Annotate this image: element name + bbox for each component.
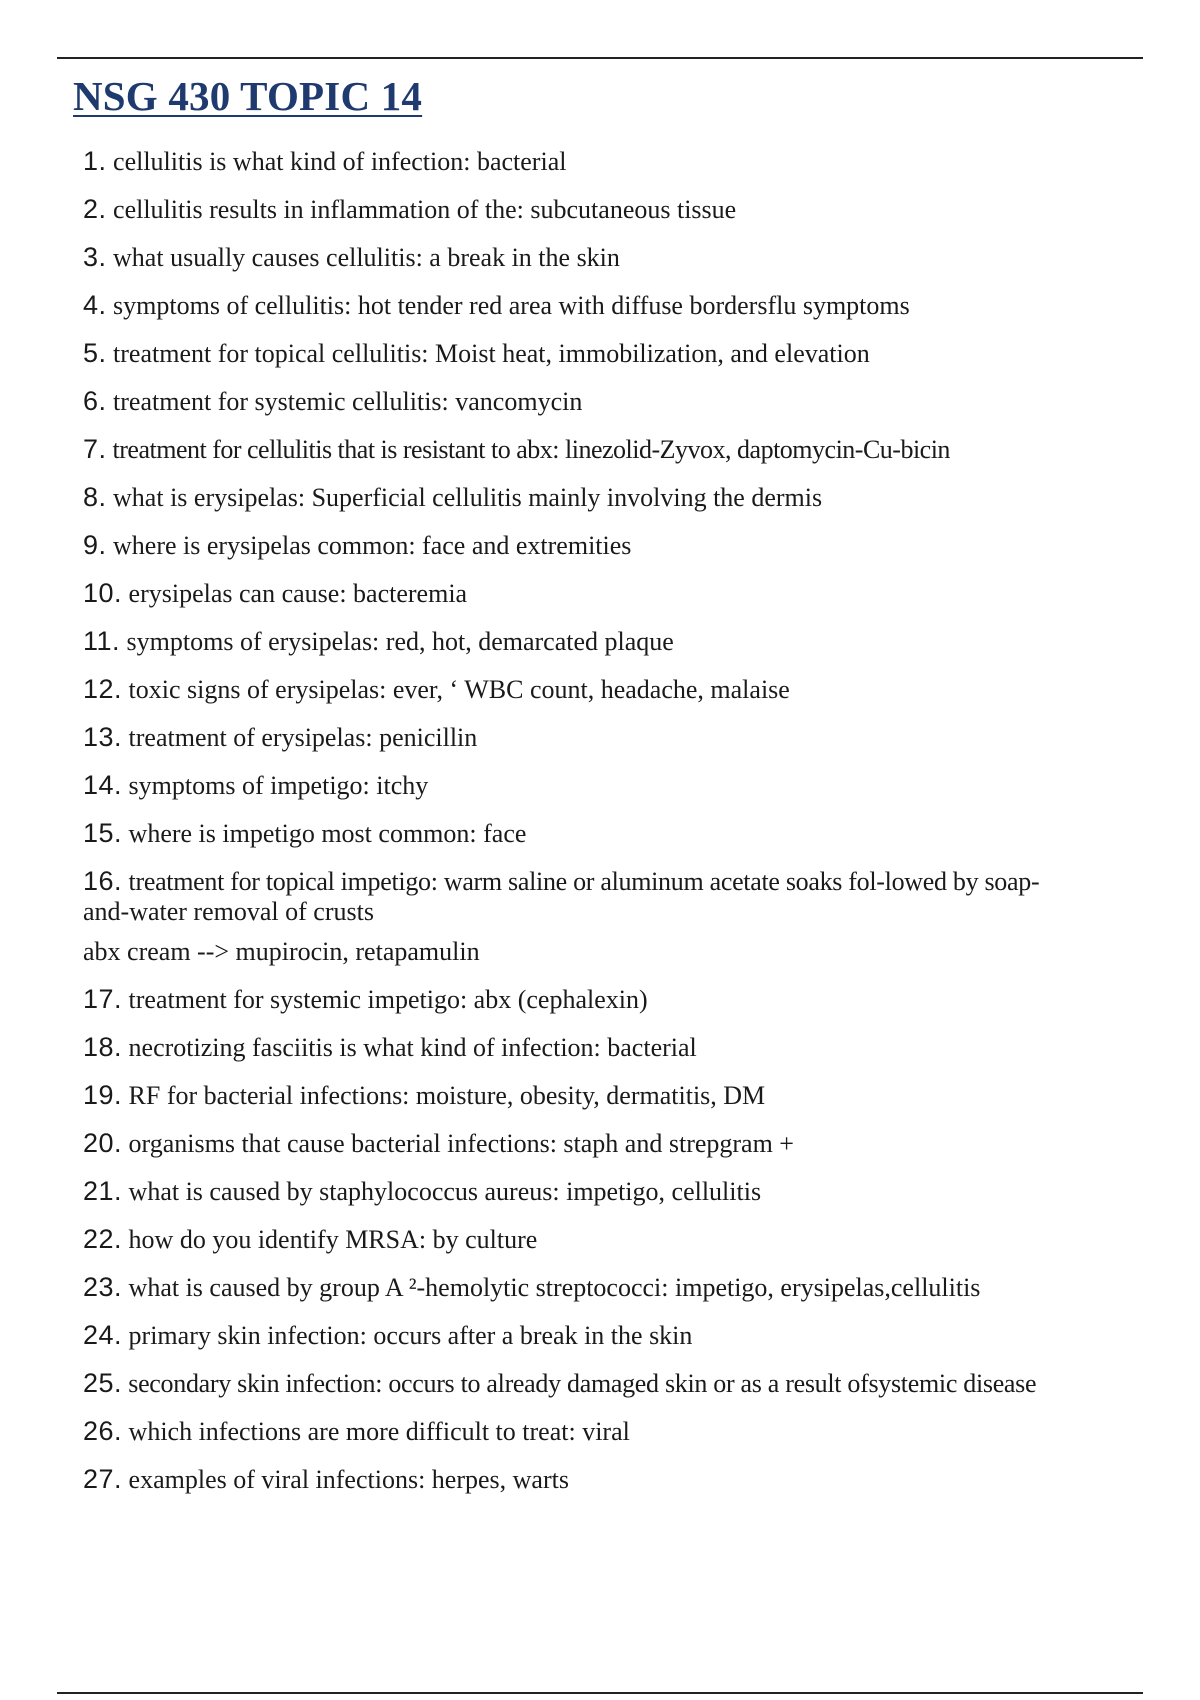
item-number: 1.	[83, 146, 107, 176]
item-number: 17.	[83, 984, 123, 1014]
item-text: secondary skin infection: occurs to already damaged skin or as a result ofsystemic disease	[128, 1369, 1037, 1398]
item-number: 23.	[83, 1272, 123, 1302]
item-text: cellulitis is what kind of infection: bacterial	[113, 147, 567, 176]
list-item	[83, 1368, 1153, 1399]
list-item-note	[83, 937, 1153, 967]
item-number: 7.	[83, 434, 107, 464]
item-number: 27.	[83, 1464, 123, 1494]
question-list	[83, 146, 1153, 1512]
list-item	[83, 1416, 1153, 1447]
list-item	[83, 146, 1153, 177]
item-number: 8.	[83, 482, 107, 512]
item-text: examples of viral infections: herpes, warts	[128, 1465, 569, 1494]
list-item	[83, 818, 1153, 849]
list-item	[83, 290, 1153, 321]
item-text: where is erysipelas common: face and extremities	[113, 531, 632, 560]
item-number: 22.	[83, 1224, 123, 1254]
list-item	[83, 1176, 1153, 1207]
item-number: 19.	[83, 1080, 123, 1110]
item-text: what is erysipelas: Superficial cellulitis mainly involving the dermis	[113, 483, 823, 512]
list-item	[83, 242, 1153, 273]
item-text: treatment for cellulitis that is resistant to abx: linezolid-Zyvox, daptomycin-Cu-bicin	[112, 435, 950, 464]
item-text: which infections are more difficult to treat: viral	[128, 1417, 630, 1446]
list-item	[83, 434, 1153, 465]
item-text: what is caused by staphylococcus aureus: impetigo, cellulitis	[128, 1177, 762, 1206]
item-number: 25.	[83, 1368, 123, 1398]
list-item	[83, 1320, 1153, 1351]
list-item	[83, 1272, 1153, 1303]
item-text: treatment for systemic cellulitis: vancomycin	[113, 387, 583, 416]
item-text: treatment for topical cellulitis: Moist heat, immobilization, and elevation	[113, 339, 870, 368]
document-title: NSG 430 TOPIC 14	[73, 73, 423, 119]
item-number: 15.	[83, 818, 123, 848]
list-item	[83, 1224, 1153, 1255]
list-item	[83, 984, 1153, 1015]
item-number: 4.	[83, 290, 107, 320]
list-item	[83, 770, 1153, 801]
item-number: 9.	[83, 530, 107, 560]
item-number: 16.	[83, 866, 123, 896]
item-text: toxic signs of erysipelas: ever, ‘ WBC count, headache, malaise	[128, 675, 790, 704]
bottom-rule	[57, 1692, 1143, 1694]
item-text: RF for bacterial infections: moisture, obesity, dermatitis, DM	[128, 1081, 766, 1110]
item-note-text: abx cream --> mupirocin, retapamulin	[83, 937, 480, 966]
item-text: organisms that cause bacterial infections: staph and strepgram +	[128, 1129, 794, 1158]
item-number: 11.	[83, 626, 121, 656]
list-item	[83, 1032, 1153, 1063]
item-number: 10.	[83, 578, 123, 608]
item-number: 26.	[83, 1416, 123, 1446]
list-item	[83, 674, 1153, 705]
item-number: 14.	[83, 770, 123, 800]
item-number: 18.	[83, 1032, 123, 1062]
item-text: treatment for systemic impetigo: abx (cephalexin)	[128, 985, 648, 1014]
list-item	[83, 722, 1153, 753]
item-text: symptoms of erysipelas: red, hot, demarcated plaque	[126, 627, 674, 656]
item-number: 13.	[83, 722, 123, 752]
item-text: treatment for topical impetigo: warm saline or aluminum acetate soaks fol-lowed by soap-	[128, 867, 1040, 896]
item-continuation: and-water removal of crusts	[83, 897, 374, 926]
list-item	[83, 1080, 1153, 1111]
list-item	[83, 1128, 1153, 1159]
list-item	[83, 386, 1153, 417]
list-item	[83, 578, 1153, 609]
item-number: 20.	[83, 1128, 123, 1158]
list-item	[83, 482, 1153, 513]
item-text: how do you identify MRSA: by culture	[128, 1225, 538, 1254]
item-text: necrotizing fasciitis is what kind of infection: bacterial	[128, 1033, 697, 1062]
list-item	[83, 530, 1153, 561]
item-number: 3.	[83, 242, 107, 272]
item-text: erysipelas can cause: bacteremia	[128, 579, 468, 608]
top-rule	[57, 57, 1143, 59]
item-number: 21.	[83, 1176, 123, 1206]
item-number: 12.	[83, 674, 123, 704]
item-text: what usually causes cellulitis: a break in the skin	[113, 243, 620, 272]
item-text: primary skin infection: occurs after a break in the skin	[128, 1321, 693, 1350]
item-text: what is caused by group A ²-hemolytic streptococci: impetigo, erysipelas,cellulitis	[128, 1273, 981, 1302]
list-item	[83, 626, 1153, 657]
item-number: 5.	[83, 338, 107, 368]
item-text: symptoms of cellulitis: hot tender red area with diffuse bordersflu symptoms	[113, 291, 910, 320]
item-text: where is impetigo most common: face	[128, 819, 527, 848]
list-item	[83, 866, 1153, 927]
item-text: cellulitis results in inflammation of the: subcutaneous tissue	[113, 195, 737, 224]
list-item	[83, 194, 1153, 225]
item-text: treatment of erysipelas: penicillin	[128, 723, 478, 752]
item-number: 2.	[83, 194, 107, 224]
item-text: symptoms of impetigo: itchy	[128, 771, 429, 800]
list-item	[83, 338, 1153, 369]
list-item	[83, 1464, 1153, 1495]
item-number: 24.	[83, 1320, 123, 1350]
item-number: 6.	[83, 386, 107, 416]
